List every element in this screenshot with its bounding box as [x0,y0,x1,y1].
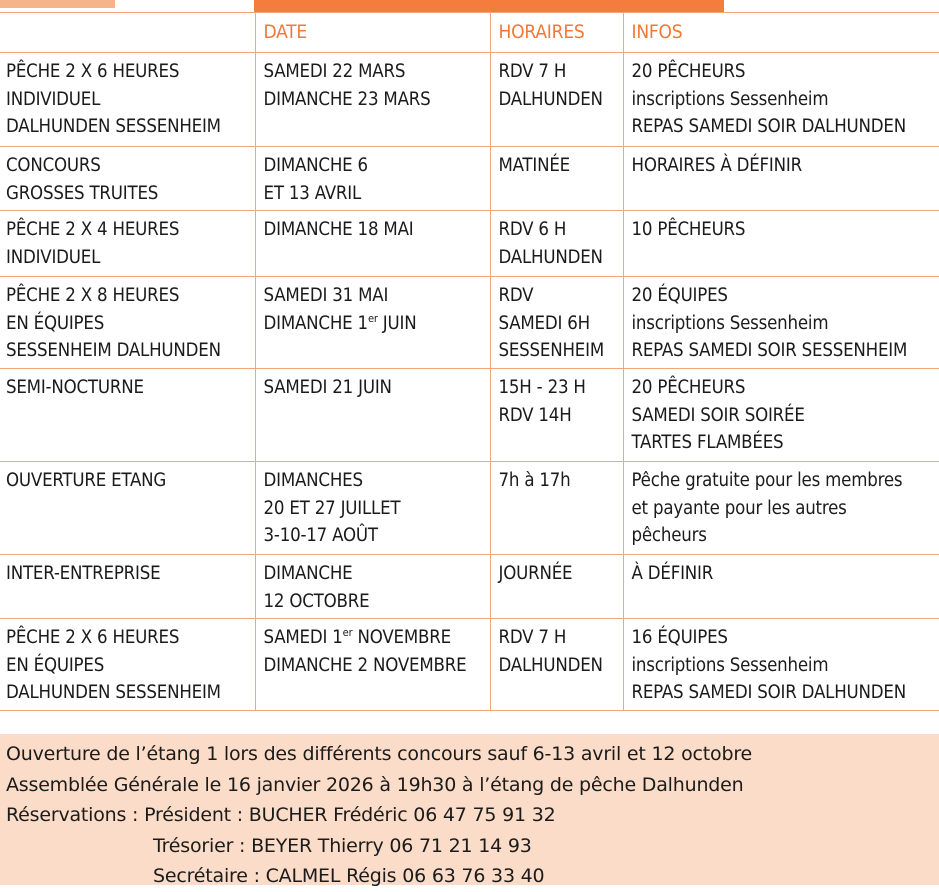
event-cell: PÊCHE 2 X 8 HEURES EN ÉQUIPES SESSENHEIM DALHUNDEN [0,277,255,369]
horaires-cell: 15H - 23 H RDV 14H [490,369,623,462]
date-cell: SAMEDI 31 MAI DIMANCHE 1er JUIN [255,277,490,369]
horaires-cell: RDV 6 H DALHUNDEN [490,211,623,277]
horaires-cell: RDV 7 H DALHUNDEN [490,53,623,147]
footer-line-ouverture: Ouverture de l’étang 1 lors des différents concours sauf 6-13 avril et 12 octobre [6,743,753,765]
infos-cell: HORAIRES À DÉFINIR [623,147,939,211]
horaires-cell: MATINÉE [490,147,623,211]
date-cell: SAMEDI 21 JUIN [255,369,490,462]
table-row [0,462,939,555]
date-cell: SAMEDI 22 MARS DIMANCHE 23 MARS [255,53,490,147]
table-row [0,555,939,619]
horaires-cell: JOURNÉE [490,555,623,619]
footer-line-reservations: Réservations : Président : BUCHER Frédéric 06 47 75 91 32 [6,804,556,826]
table-row [0,277,939,369]
event-cell: PÊCHE 2 X 6 HEURES EN ÉQUIPES DALHUNDEN SESSENHEIM [0,619,255,711]
infos-cell: 10 PÊCHEURS [623,211,939,277]
table-header-row [0,13,939,53]
horaires-cell: RDV SAMEDI 6H SESSENHEIM [490,277,623,369]
date-cell: SAMEDI 1er NOVEMBRE DIMANCHE 2 NOVEMBRE [255,619,490,711]
infos-cell: 20 ÉQUIPES inscriptions Sessenheim REPAS SAMEDI SOIR SESSENHEIM [623,277,939,369]
date-cell: DIMANCHE 6 ET 13 AVRIL [255,147,490,211]
horaires-cell: RDV 7 H DALHUNDEN [490,619,623,711]
table-row [0,369,939,462]
header-infos: INFOS [623,13,939,53]
date-cell: DIMANCHE 18 MAI [255,211,490,277]
date-cell: DIMANCHE 12 OCTOBRE [255,555,490,619]
infos-cell: Pêche gratuite pour les membres et payante pour les autres pêcheurs [623,462,939,555]
table-row [0,619,939,711]
footer-info-box [0,734,939,885]
date-cell: DIMANCHES 20 ET 27 JUILLET 3-10-17 AOÛT [255,462,490,555]
table-row [0,53,939,147]
event-cell: CONCOURS GROSSES TRUITES [0,147,255,211]
top-accent-bar [254,0,724,12]
header-date: DATE [255,13,490,53]
infos-cell: 16 ÉQUIPES inscriptions Sessenheim REPAS SAMEDI SOIR DALHUNDEN [623,619,939,711]
infos-cell: À DÉFINIR [623,555,939,619]
footer-line-secretaire: Secrétaire : CALMEL Régis 06 63 76 33 40 [153,865,545,887]
infos-cell: 20 PÊCHEURS SAMEDI SOIR SOIRÉE TARTES FLAMBÉES [623,369,939,462]
event-cell: SEMI-NOCTURNE [0,369,255,462]
footer-line-tresorier: Trésorier : BEYER Thierry 06 71 21 14 93 [153,834,532,857]
event-cell: INTER-ENTREPRISE [0,555,255,619]
event-cell: PÊCHE 2 X 6 HEURES INDIVIDUEL DALHUNDEN SESSENHEIM [0,53,255,147]
footer-line-assemblee: Assemblée Générale le 16 janvier 2026 à 19h30 à l’étang de pêche Dalhunden [6,773,744,796]
header-horaires: HORAIRES [490,13,623,53]
header-event [0,13,255,53]
table-row [0,147,939,211]
infos-cell: 20 PÊCHEURS inscriptions Sessenheim REPAS SAMEDI SOIR DALHUNDEN [623,53,939,147]
horaires-cell: 7h à 17h [490,462,623,555]
top-accent-bar-left [0,0,115,8]
event-cell: PÊCHE 2 X 4 HEURES INDIVIDUEL [0,211,255,277]
table-row [0,211,939,277]
events-table [0,12,939,711]
event-cell: OUVERTURE ETANG [0,462,255,555]
